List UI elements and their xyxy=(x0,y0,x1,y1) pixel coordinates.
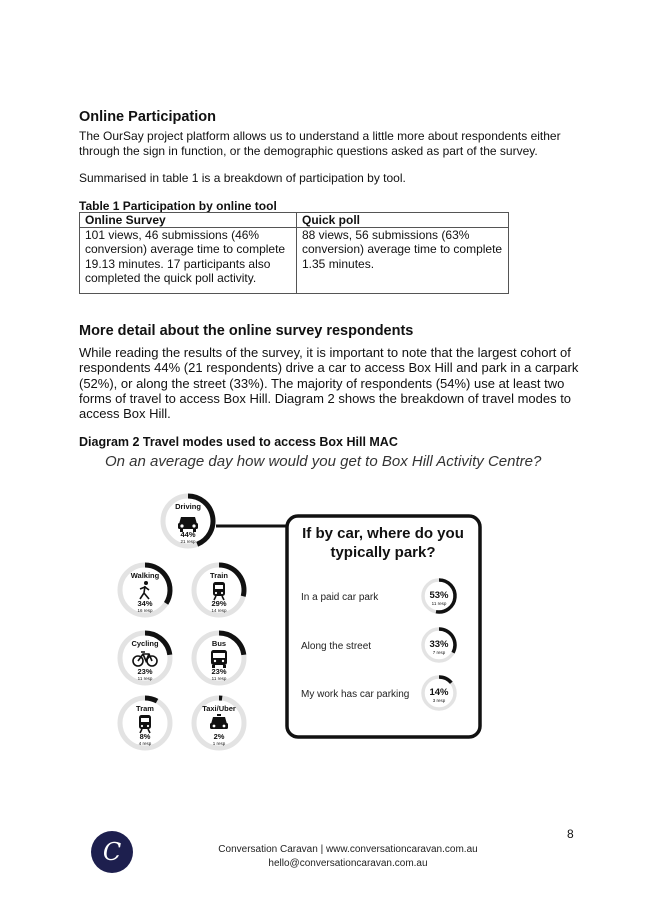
mode-percent: 8% xyxy=(139,732,151,741)
table-header-online-survey: Online Survey xyxy=(80,213,297,228)
taxi-icon xyxy=(210,714,228,729)
footer-contact-line: Conversation Caravan | www.conversationcaravan.com.au xyxy=(218,844,478,855)
mode-responses: 1 resp xyxy=(212,741,226,746)
mode-responses: 21 resp xyxy=(180,539,196,544)
mode-responses: 11 resp xyxy=(137,676,153,681)
mode-label: Taxi/Uber xyxy=(202,704,236,713)
parking-option-label: My work has car parking xyxy=(301,689,410,700)
parking-percent: 53% xyxy=(429,590,449,601)
mode-responses: 16 resp xyxy=(137,608,153,613)
mode-label: Cycling xyxy=(131,639,159,648)
mode-label: Walking xyxy=(130,571,160,580)
mode-tram xyxy=(120,698,170,748)
mode-percent: 2% xyxy=(213,732,225,741)
parking-title-line1: If by car, where do you xyxy=(302,525,464,542)
conversation-caravan-logo: C xyxy=(91,831,133,873)
bicycle-icon xyxy=(133,652,157,666)
mode-cycling xyxy=(120,633,170,683)
mode-percent: 23% xyxy=(211,667,227,676)
diagram-caption: Diagram 2 Travel modes used to access Box Hill MAC xyxy=(79,435,398,449)
mode-label: Tram xyxy=(136,704,154,713)
mode-responses: 14 resp xyxy=(211,608,227,613)
table-caption: Table 1 Participation by online tool xyxy=(79,199,277,213)
tram-icon xyxy=(139,715,151,733)
section-heading-respondents: More detail about the online survey respondents xyxy=(79,323,414,339)
footer-email: hello@conversationcaravan.com.au xyxy=(268,858,428,869)
parking-percent: 14% xyxy=(429,687,449,698)
respondents-paragraph: While reading the results of the survey, it is important to note that the largest cohort of respondents 44% (21 respondents) drive a car to access Box Hill and park in a carpark (52%), or along the street (33%). The majority of respondents (54%) use at least two forms of travel to access Box Hill. Diagram 2 shows the breakdown of travel modes to access Box Hill. xyxy=(79,345,579,422)
mode-label: Driving xyxy=(175,502,201,511)
bus-icon xyxy=(211,650,227,668)
mode-responses: 11 resp xyxy=(211,676,227,681)
mode-percent: 23% xyxy=(137,667,153,676)
parking-responses: 3 resp xyxy=(432,698,446,703)
summary-paragraph: Summarised in table 1 is a breakdown of participation by tool. xyxy=(79,171,406,185)
parking-title-line2: typically park? xyxy=(330,544,436,561)
table-cell-online-survey: 101 views, 46 submissions (46% conversion) average time to complete 19.13 minutes. 17 participants also completed the quick poll activity. xyxy=(80,228,297,294)
mode-percent: 34% xyxy=(137,599,153,608)
page-number: 8 xyxy=(567,827,574,841)
intro-paragraph: The OurSay project platform allows us to understand a little more about respondents either through the sign in function, or the demographic questions asked as part of the survey. xyxy=(79,129,561,158)
table-header-quick-poll: Quick poll xyxy=(297,213,509,228)
parking-option-label: Along the street xyxy=(301,641,372,652)
mode-responses: 4 resp xyxy=(138,741,152,746)
mode-label: Train xyxy=(210,571,228,580)
walking-icon xyxy=(140,581,149,599)
parking-responses: 11 resp xyxy=(431,601,447,606)
mode-walking xyxy=(120,565,170,615)
table-cell-quick-poll: 88 views, 56 submissions (63% conversion) average time to complete 1.35 minutes. xyxy=(297,228,509,294)
section-heading-online-participation: Online Participation xyxy=(79,109,216,125)
mode-taxi-uber xyxy=(194,698,244,748)
parking-option-label: In a paid car park xyxy=(301,592,379,603)
mode-percent: 29% xyxy=(211,599,227,608)
gauge-arc xyxy=(145,698,157,701)
parking-percent: 33% xyxy=(429,639,449,650)
train-icon xyxy=(213,582,225,600)
mode-driving xyxy=(163,496,213,546)
mode-train xyxy=(194,565,244,615)
diagram-question: On an average day how would you get to Box Hill Activity Centre? xyxy=(105,453,542,470)
mode-bus xyxy=(194,633,244,683)
parking-responses: 7 resp xyxy=(432,650,446,655)
mode-label: Bus xyxy=(211,639,227,648)
mode-percent: 44% xyxy=(180,530,196,539)
